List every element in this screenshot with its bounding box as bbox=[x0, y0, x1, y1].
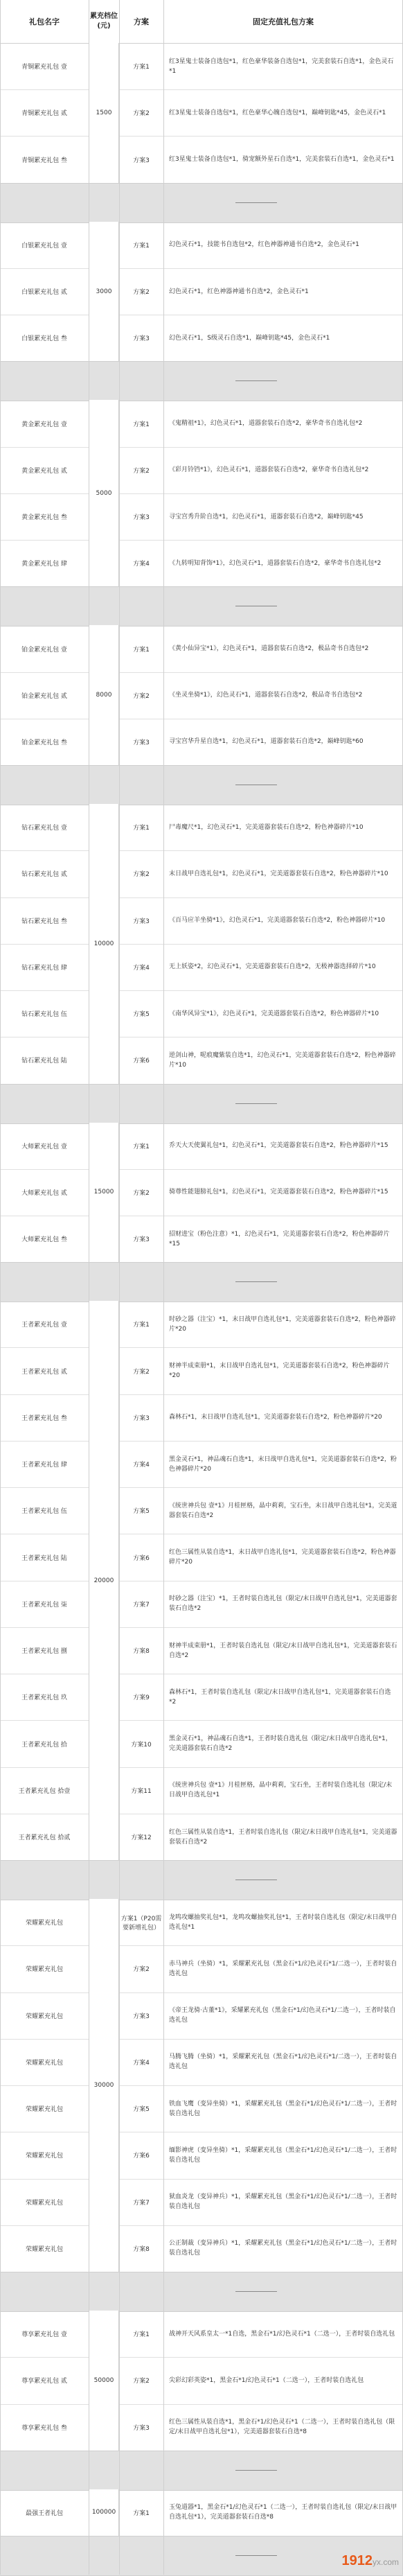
package-name: 铂金累充礼包 壹 bbox=[21, 646, 67, 654]
table-row bbox=[0, 1720, 403, 1767]
package-name: 荣耀累充礼包 bbox=[25, 2059, 63, 2067]
separator-dash bbox=[235, 380, 277, 381]
plan-label: 方案6 bbox=[133, 1058, 150, 1065]
plan-label: 方案2 bbox=[133, 871, 150, 879]
plan-label: 方案3 bbox=[133, 918, 150, 925]
table-row bbox=[0, 1814, 403, 1861]
plan-label: 方案1 bbox=[133, 1143, 150, 1150]
package-name: 钻石累充礼包 贰 bbox=[21, 871, 67, 879]
header-name: 礼包名字 bbox=[29, 17, 60, 26]
package-name: 荣耀累充礼包 bbox=[25, 2245, 63, 2253]
plan-label: 方案1 bbox=[133, 2331, 150, 2339]
table-row bbox=[0, 804, 403, 851]
package-name: 青铜累充礼包 叁 bbox=[21, 157, 67, 164]
package-name: 王者累充礼包 叁 bbox=[21, 1414, 67, 1422]
package-name: 大师累充礼包 叁 bbox=[21, 1236, 67, 1244]
plan-content: 黑金灵石*1，神品魂石自选*1，王者时装自选礼包（限定/末日战甲自选礼包*1，完美道器套装石自选*2 bbox=[169, 1735, 392, 1753]
table-header bbox=[0, 0, 403, 44]
column-divider bbox=[119, 0, 120, 2575]
plan-label: 方案3 bbox=[133, 739, 150, 746]
plan-content: 龙鸣攻螺抽奖礼包*1，龙鸣攻螺抽奖礼包*1，王者时装自选礼包（限定/末日战甲自选礼包*1 bbox=[169, 1913, 397, 1931]
table-row bbox=[0, 1581, 403, 1628]
package-name: 黄金累充礼包 壹 bbox=[21, 421, 67, 428]
plan-content: 赤马神兵（坐骑）*1，采耀累充礼包（黑金石*1/幻色灵石*1/二选一），王者时装自选礼包 bbox=[169, 1960, 397, 1977]
package-name: 尊享累充礼包 叁 bbox=[21, 2424, 67, 2432]
section-separator bbox=[0, 1262, 403, 1302]
table-row bbox=[0, 1216, 403, 1263]
price-tier: 15000 bbox=[89, 1123, 119, 1263]
package-name: 黄金累充礼包 肆 bbox=[21, 561, 67, 568]
plan-content: 时砂之器（注宝）*1，末日战甲自选礼包*1，完美道器套装石自选*2，粉色神器碎片*20 bbox=[169, 1315, 396, 1333]
plan-label: 方案5 bbox=[133, 2106, 150, 2114]
section-separator bbox=[0, 183, 403, 223]
table-row bbox=[0, 1394, 403, 1442]
package-name: 钻石累充礼包 壹 bbox=[21, 825, 67, 832]
plan-content: 战神开天风系皇太一*1自选，黑金石*1/幻色灵石*1（二选一），王者时装自选礼包 bbox=[169, 2330, 395, 2338]
plan-content: 红3星鬼士装备自选包*1，红色豪华装备自选包*1，完美套装石自选*1，金色灵石*1 bbox=[169, 58, 394, 75]
plan-label: 方案2 bbox=[133, 1189, 150, 1197]
price-tier: 30000 bbox=[89, 1899, 119, 2272]
plan-label: 方案1 bbox=[133, 1322, 150, 1329]
plan-label: 方案1 bbox=[133, 825, 150, 832]
package-name: 尊享累充礼包 贰 bbox=[21, 2378, 67, 2385]
table-row bbox=[0, 1627, 403, 1674]
plan-label: 方案2 bbox=[133, 110, 150, 118]
table-row bbox=[0, 2489, 403, 2536]
plan-label: 方案2 bbox=[133, 289, 150, 297]
table-row bbox=[0, 493, 403, 541]
plan-label: 方案11 bbox=[131, 1787, 152, 1795]
table-row bbox=[0, 2039, 403, 2086]
plan-content: 铁血飞鹰（变异坐骑）*1，采耀累充礼包（黑金石*1/幻色灵石*1/二选一），王者时装自选礼包 bbox=[169, 2100, 397, 2117]
table-row bbox=[0, 447, 403, 494]
section-separator bbox=[0, 1084, 403, 1124]
table-row bbox=[0, 1674, 403, 1721]
package-name: 大师累充礼包 贰 bbox=[21, 1189, 67, 1197]
plan-label: 方案4 bbox=[133, 964, 150, 972]
table-row bbox=[0, 89, 403, 137]
plan-label: 方案8 bbox=[133, 2245, 150, 2253]
plan-label: 方案3 bbox=[133, 514, 150, 522]
table-row bbox=[0, 2404, 403, 2451]
plan-content: 财神半成束册*1，末日战甲自选礼包*1，完美道器套装石自选*2，粉色神器碎片*20 bbox=[169, 1363, 390, 1380]
plan-label: 方案2 bbox=[133, 1368, 150, 1376]
separator-dash bbox=[235, 1103, 277, 1104]
price-tier: 10000 bbox=[89, 804, 119, 1083]
plan-content: 森林石*1，末日战甲自选礼包*1，完美道器套装石自选*2，粉色神器碎片*20 bbox=[169, 1414, 382, 1421]
table-row bbox=[0, 136, 403, 183]
column-divider bbox=[0, 0, 1, 2575]
plan-label: 方案5 bbox=[133, 1508, 150, 1516]
plan-label: 方案4 bbox=[133, 561, 150, 568]
plan-label: 方案3 bbox=[133, 2013, 150, 2020]
package-name: 钻石累充礼包 肆 bbox=[21, 964, 67, 972]
section-separator bbox=[0, 586, 403, 627]
separator-dash bbox=[235, 2555, 277, 2556]
plan-label: 方案12 bbox=[131, 1834, 152, 1841]
table-row bbox=[0, 1037, 403, 1084]
table-row bbox=[0, 672, 403, 719]
plan-label: 方案2 bbox=[133, 2378, 150, 2385]
plan-content: 森林石*1，王者时装自选礼包（限定/末日战甲自选礼包*1，完美道器套装石自选*2 bbox=[169, 1688, 391, 1706]
table-row bbox=[0, 222, 403, 269]
plan-label: 方案1 bbox=[133, 2509, 150, 2517]
package-name: 王者累充礼包 拾壹 bbox=[18, 1787, 71, 1795]
table-row bbox=[0, 1441, 403, 1488]
table-row bbox=[0, 625, 403, 672]
table-row bbox=[0, 2357, 403, 2404]
plan-content: 骑尊性能翅膀礼包*1，幻色灵石*1，完美道器套装石自选*2，粉色神器碎片*15 bbox=[169, 1189, 388, 1196]
package-name: 白银累充礼包 叁 bbox=[21, 335, 67, 343]
table-row bbox=[0, 1767, 403, 1814]
table-row bbox=[0, 1123, 403, 1170]
table-row bbox=[0, 540, 403, 587]
plan-label: 方案5 bbox=[133, 1011, 150, 1019]
plan-content: 《彩月铃铛*1》，幻色灵石*1，道器套装石自选*2，豪华奇书自选礼包*2 bbox=[169, 466, 369, 474]
column-divider bbox=[163, 0, 164, 2575]
plan-label: 方案2 bbox=[133, 692, 150, 700]
price-tier: 20000 bbox=[89, 1301, 119, 1860]
plan-content: 尖彩幻彩英姿*1，黑金石*1/幻色灵石*1（二选一），王者时装自选礼包 bbox=[169, 2376, 364, 2384]
site-watermark-logo: 1912yx.com bbox=[341, 2553, 399, 2568]
plan-label: 方案1 bbox=[133, 64, 150, 71]
plan-content: 红3星鬼士装备自选包*1，红色豪华心魄自选包*1，巅峰钥匙*45，金色灵石*1 bbox=[169, 109, 386, 116]
plan-content: 狱血炎龙（变异神兵）*1，采耀累充礼包（黑金石*1/幻色灵石*1/二选一），王者时装自选礼包 bbox=[169, 2193, 397, 2211]
section-separator bbox=[0, 765, 403, 805]
package-name: 白银累充礼包 壹 bbox=[21, 242, 67, 249]
plan-content: 缅影神虎（变异坐骑）*1，采耀累充礼包（黑金石*1/幻色灵石*1/二选一），王者时装自选礼包 bbox=[169, 2146, 397, 2164]
package-name: 王者累充礼包 拾贰 bbox=[18, 1834, 71, 1841]
table-row bbox=[0, 43, 403, 90]
plan-content: 寻宝宫华升星自选*1，幻色灵石*1，道器套装石自选*2，巅峰钥匙*60 bbox=[169, 738, 364, 746]
plan-content: 招财进宝（粉色注意）*1，幻色灵石*1，完美道器套装石自选*2，粉色神器碎片*15 bbox=[169, 1230, 390, 1247]
table-row bbox=[0, 1945, 403, 1992]
plan-label: 方案6 bbox=[133, 2153, 150, 2160]
price-tier: 3000 bbox=[89, 222, 119, 362]
table-row bbox=[0, 1348, 403, 1395]
package-name: 王者累充礼包 拾 bbox=[21, 1741, 67, 1749]
header-content: 固定充值礼包方案 bbox=[253, 17, 314, 26]
package-name: 王者累充礼包 捌 bbox=[21, 1648, 67, 1656]
table-row bbox=[0, 850, 403, 897]
table-row bbox=[0, 2085, 403, 2132]
package-name: 钻石累充礼包 伍 bbox=[21, 1011, 67, 1019]
table-row bbox=[0, 1992, 403, 2040]
header-plan: 方案 bbox=[134, 17, 149, 26]
table-row bbox=[0, 2225, 403, 2272]
table-row bbox=[0, 2132, 403, 2179]
plan-content: 《百马应羊坐骑*1》，幻色灵石*1，完美道器套装石自选*2，粉色神器碎片*10 bbox=[169, 917, 386, 925]
package-name: 王者累充礼包 贰 bbox=[21, 1368, 67, 1376]
plan-label: 方案4 bbox=[133, 1462, 150, 1469]
plan-label: 方案3 bbox=[133, 2424, 150, 2432]
plan-label: 方案2 bbox=[133, 467, 150, 475]
package-name: 荣耀累充礼包 bbox=[25, 2153, 63, 2160]
plan-content: 《统世神兵包 壹*1》月桂匣格，晶中莉莉，宝石坐，末日战甲自选礼包*1，完美道器套装石自选*2 bbox=[169, 1502, 397, 1519]
package-name: 最强王者礼包 bbox=[25, 2509, 63, 2517]
plan-content: 幻色灵石*1，红色神器神通书自选*2，金色灵石*1 bbox=[169, 288, 309, 295]
package-name: 荣耀累充礼包 bbox=[25, 2013, 63, 2020]
plan-content: 红色三属性从装自选*1，末日战甲自选礼包*1，完美道器套装石自选*2，粉色神器碎片*20 bbox=[169, 1549, 396, 1566]
plan-label: 方案1（P20需要新增礼包） bbox=[120, 1915, 162, 1931]
package-name: 荣耀累充礼包 bbox=[25, 2106, 63, 2114]
separator-dash bbox=[235, 2470, 277, 2471]
package-name: 青铜累充礼包 壹 bbox=[21, 64, 67, 71]
plan-content: 马腾飞腾（坐骑）*1，采耀累充礼包（黑金石*1/幻色灵石*1/二选一），王者时装自选礼包 bbox=[169, 2053, 397, 2071]
plan-label: 方案8 bbox=[133, 1648, 150, 1656]
table-row bbox=[0, 944, 403, 991]
plan-label: 方案3 bbox=[133, 335, 150, 343]
package-name: 铂金累充礼包 叁 bbox=[21, 739, 67, 746]
package-name: 王者累充礼包 玖 bbox=[21, 1694, 67, 1702]
plan-content: 《帝王龙骑·古董*1》，采耀累充礼包（黑金石*1/幻色灵石*1/二选一），王者时装自选礼包 bbox=[169, 2007, 396, 2024]
package-name: 王者累充礼包 陆 bbox=[21, 1554, 67, 1562]
table-row bbox=[0, 268, 403, 315]
plan-label: 方案3 bbox=[133, 1414, 150, 1422]
package-name: 王者累充礼包 壹 bbox=[21, 1322, 67, 1329]
table-row bbox=[0, 990, 403, 1037]
section-separator bbox=[0, 2272, 403, 2312]
table-row bbox=[0, 1534, 403, 1581]
package-name: 王者累充礼包 伍 bbox=[21, 1508, 67, 1516]
plan-content: 玉兔道器*1，黑金石*1/幻色灵石*1（二选一），王者时装自选礼包（限定/末日战甲自选礼包*1），完美道器套装石自选*8 bbox=[169, 2504, 397, 2521]
table-row bbox=[0, 315, 403, 362]
table-row bbox=[0, 897, 403, 945]
table-row bbox=[0, 719, 403, 766]
table-row bbox=[0, 400, 403, 447]
package-name: 钻石累充礼包 陆 bbox=[21, 1058, 67, 1065]
package-name: 王者累充礼包 柒 bbox=[21, 1601, 67, 1609]
plan-label: 方案4 bbox=[133, 2059, 150, 2067]
table-row bbox=[0, 2179, 403, 2226]
price-tier: 5000 bbox=[89, 400, 119, 586]
package-name: 黄金累充礼包 叁 bbox=[21, 514, 67, 522]
plan-content: 《坐灵坐骑*1》，幻色灵石*1，道器套装石自选*2，极品奇书自选包*2 bbox=[169, 692, 363, 699]
section-separator bbox=[0, 2451, 403, 2491]
plan-label: 方案1 bbox=[133, 421, 150, 428]
package-name: 荣耀累充礼包 bbox=[25, 1920, 63, 1927]
separator-dash bbox=[235, 1281, 277, 1282]
plan-label: 方案3 bbox=[133, 1236, 150, 1244]
plan-content: 红色三属性从装自选*1，黑金石*1/幻色灵石*1（二选一），王者时装自选礼包（限定/末日战甲自选礼包*1），完美道器套装石自选*8 bbox=[169, 2419, 395, 2436]
plan-content: 《黄小仙异宝*1》，幻色灵石*1，道器套装石自选*2，极品奇书自选包*2 bbox=[169, 645, 369, 652]
price-tier: 1500 bbox=[89, 43, 119, 183]
plan-content: 尸毒魔尺*1，幻色灵石*1，完美道器套装石自选*2，粉色神器碎片*10 bbox=[169, 823, 364, 831]
plan-content: 幻色灵石*1，S级灵石自选*1，巅峰钥匙*45，金色灵石*1 bbox=[169, 334, 330, 342]
plan-content: 寻宝宫秀升阶自选*1，幻色灵石*1，道器套装石自选*2，巅峰钥匙*45 bbox=[169, 513, 364, 520]
package-name: 白银累充礼包 贰 bbox=[21, 289, 67, 297]
plan-content: 《九转明知背饰*1》，幻色灵石*1，道器套装石自选*2，豪华奇书自选礼包*2 bbox=[169, 559, 382, 567]
table-row bbox=[0, 1169, 403, 1216]
section-separator bbox=[0, 361, 403, 401]
package-name: 王者累充礼包 肆 bbox=[21, 1462, 67, 1469]
section-separator bbox=[0, 1860, 403, 1900]
separator-dash bbox=[235, 2291, 277, 2292]
plan-content: 《鬼精祖*1》，幻色灵石*1，道器套装石自选*2，豪华奇书自选礼包*2 bbox=[169, 420, 363, 428]
price-tier: 8000 bbox=[89, 625, 119, 765]
plan-label: 方案10 bbox=[131, 1741, 152, 1749]
plan-content: 时砂之器（注宝）*1，王者时装自选礼包（限定/末日战甲自选礼包*1，完美道器套装石自选*2 bbox=[169, 1595, 397, 1613]
table-row bbox=[0, 1487, 403, 1534]
plan-content: 无上妖姿*2，幻色灵石*1，完美道器套装石自选*2，无极神器选择碎片*10 bbox=[169, 963, 376, 971]
plan-label: 方案1 bbox=[133, 646, 150, 654]
plan-content: 红色三属性从装自选*1，王者时装自选礼包（限定/末日战甲自选礼包*1，完美道器套装石自选*2 bbox=[169, 1828, 397, 1846]
package-name: 荣耀累充礼包 bbox=[25, 2199, 63, 2207]
plan-content: 《南华风异宝*1》，幻色灵石*1，完美道器套装石自选*2，粉色神器碎片*10 bbox=[169, 1010, 379, 1017]
package-name: 荣耀累充礼包 bbox=[25, 1966, 63, 1974]
plan-content: 乔天大天使翼礼包*1，幻色灵石*1，完美道器套装石自选*2，粉色神器碎片*15 bbox=[169, 1142, 388, 1150]
price-tier: 100000 bbox=[89, 2489, 119, 2536]
plan-label: 方案1 bbox=[133, 242, 150, 249]
plan-content: 末日战甲自选礼包*1，幻色灵石*1，完美道器套装石自选*2，粉色神器碎片*10 bbox=[169, 870, 388, 877]
package-name: 大师累充礼包 壹 bbox=[21, 1143, 67, 1150]
separator-dash bbox=[235, 202, 277, 203]
table-row bbox=[0, 1899, 403, 1946]
table-row bbox=[0, 1301, 403, 1348]
header-price: 累充档位(元) bbox=[90, 12, 118, 30]
package-name: 铂金累充礼包 贰 bbox=[21, 692, 67, 700]
plan-content: 黑金灵石*1，神品魂石自选*1，末日战甲自选礼包*1，完美道器套装石自选*2，粉色神器碎片*20 bbox=[169, 1455, 397, 1473]
plan-content: 逆剑山神，呢痕魔紫装自选*1，幻色灵石*1，完美道器套装石自选*2，粉色神器碎片*10 bbox=[169, 1051, 396, 1069]
table-row bbox=[0, 2311, 403, 2358]
plan-label: 方案6 bbox=[133, 1554, 150, 1562]
plan-content: 红3星鬼士装备自选包*1，骑宠额外星石自选*1，完美套装石自选*1，金色灵石*1 bbox=[169, 156, 395, 164]
plan-content: 财神半成束册*1，王者时装自选礼包（限定/末日战甲自选礼包*1，完美道器套装石自选*2 bbox=[169, 1642, 397, 1659]
package-name: 黄金累充礼包 贰 bbox=[21, 467, 67, 475]
package-name: 青铜累充礼包 贰 bbox=[21, 110, 67, 118]
plan-label: 方案2 bbox=[133, 1966, 150, 1974]
plan-content: 《统世神兵包 壹*1》月桂匣格，晶中莉莉，宝石坐，王者时装自选礼包（限定/末日战甲自选礼包*1 bbox=[169, 1782, 393, 1799]
plan-content: 幻色灵石*1，技能书自选包*2，红色神器神通书自选*2，金色灵石*1 bbox=[169, 241, 359, 249]
package-name: 尊享累充礼包 壹 bbox=[21, 2331, 67, 2339]
plan-content: 公正制裁（变异神兵）*1，采耀累充礼包（黑金石*1/幻色灵石*1/二选一），王者时装自选礼包 bbox=[169, 2240, 397, 2257]
package-name: 钻石累充礼包 叁 bbox=[21, 918, 67, 925]
plan-label: 方案9 bbox=[133, 1694, 150, 1702]
price-tier: 50000 bbox=[89, 2311, 119, 2451]
plan-label: 方案7 bbox=[133, 1601, 150, 1609]
plan-label: 方案3 bbox=[133, 157, 150, 164]
plan-label: 方案7 bbox=[133, 2199, 150, 2207]
